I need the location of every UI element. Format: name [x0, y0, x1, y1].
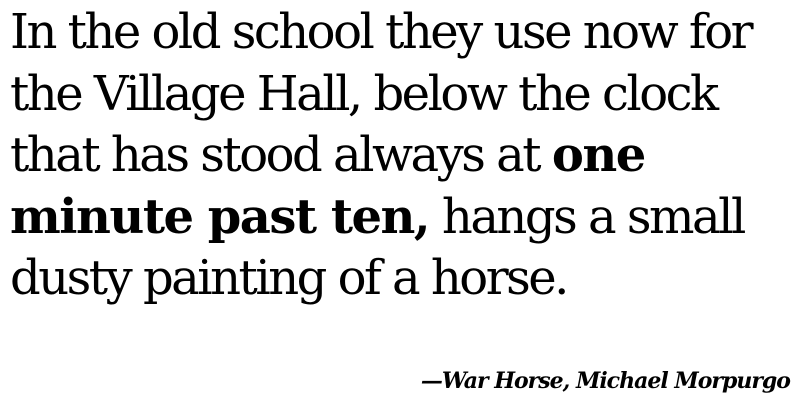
quote-fragment: that has stood always at [10, 127, 552, 183]
quote-line [10, 125, 790, 187]
quote-emphasis-comma: , [413, 188, 430, 245]
quote-line: the Village Hall, below the clock [10, 65, 717, 122]
quote-attribution: —War Horse, Michael Morpurgo [420, 368, 790, 394]
quote-line: dusty painting of a horse. [10, 250, 567, 306]
quote-emphasis: minute past ten [10, 188, 414, 245]
quote-emphasis: one [551, 127, 645, 183]
quote-fragment: hangs a small [429, 188, 744, 245]
quote-line: In the old school they use now for [10, 4, 752, 60]
quote-text [10, 2, 790, 310]
quote-line [10, 187, 790, 249]
